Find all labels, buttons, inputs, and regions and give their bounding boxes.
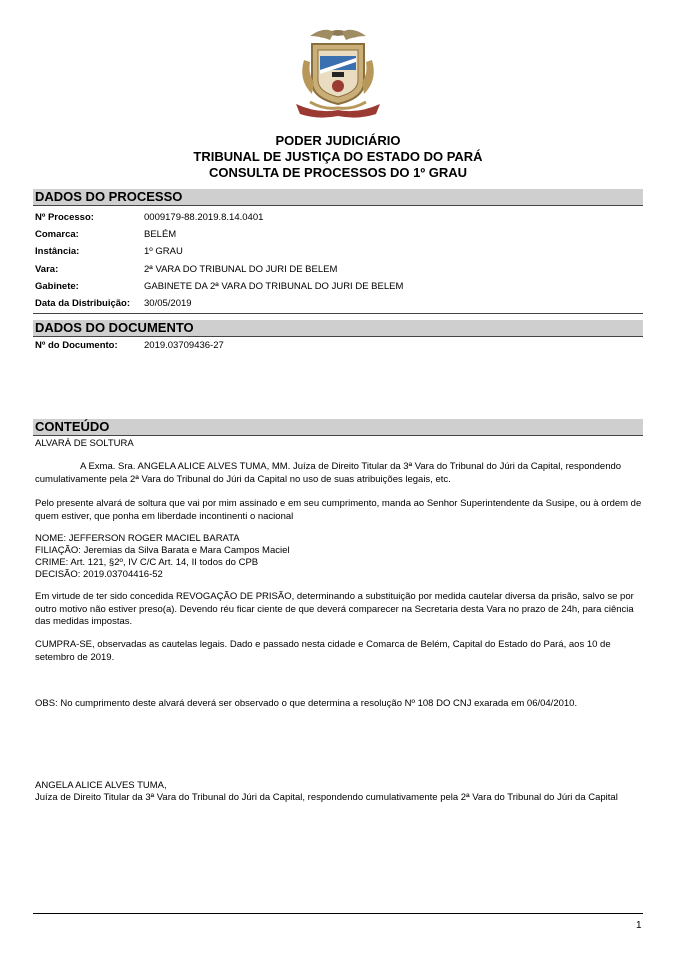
field-label-numero: Nº Processo: xyxy=(35,212,94,223)
field-label-vara: Vara: xyxy=(35,264,59,275)
field-value-instancia: 1º GRAU xyxy=(144,246,183,257)
paragraph-intro: A Exma. Sra. ANGELA ALICE ALVES TUMA, MM. Juíza de Direito Titular da 3ª Vara do Tribunal do Júri da Capital, respondendo cumulativamente pela 2ª Vara do Tribunal do Júri da Capital no uso de suas atribuições legais, etc. xyxy=(35,461,622,485)
section-divider xyxy=(33,313,643,314)
paragraph-cumpra-se: CUMPRA-SE, observadas as cautelas legais. Dado e passado nesta cidade e Comarca de Belém, Capital do Estado do Pará, aos 10 de setembro de 2019. xyxy=(35,639,611,663)
paragraph-revogacao: Em virtude de ter sido concedida REVOGAÇÃO DE PRISÃO, determinando a substituição por medida cautelar diversa da prisão, salvo se por outro motivo não estiver preso(a). Devendo réu ficar ciente de que deverá comparecer na Secretaria desta Vara no prazo de 24h, para ciência das medidas impostas. xyxy=(35,591,634,627)
field-crime: CRIME: Art. 121, §2º, IV C/C Art. 14, II todos do CPB xyxy=(35,557,259,568)
header-line-2: TRIBUNAL DE JUSTIÇA DO ESTADO DO PARÁ xyxy=(193,149,483,164)
section-conteudo-title: CONTEÚDO xyxy=(33,419,643,435)
signature-name: ANGELA ALICE ALVES TUMA, xyxy=(35,780,167,791)
paragraph-obs: OBS: No cumprimento deste alvará deverá ser observado o que determina a resolução Nº 108 DO CNJ exarada em 06/04/2010. xyxy=(35,698,578,709)
section-processo-title: DADOS DO PROCESSO xyxy=(33,189,643,205)
field-label-instancia: Instância: xyxy=(35,246,80,257)
paragraph-order: Pelo presente alvará de soltura que vai por mim assinado e em seu cumprimento, manda ao Senhor Superintendente da Susipe, ou à ordem de quem estiver, que ponha em liberdade incontinenti o nacional xyxy=(35,498,642,522)
section-divider xyxy=(33,205,643,206)
section-documento-title: DADOS DO DOCUMENTO xyxy=(33,320,643,336)
document-header xyxy=(0,133,676,181)
field-nome: NOME: JEFFERSON ROGER MACIEL BARATA xyxy=(35,533,240,544)
coat-of-arms-icon xyxy=(290,20,386,120)
page-number: 1 xyxy=(636,920,642,931)
field-filiacao: FILIAÇÃO: Jeremias da Silva Barata e Mara Campos Maciel xyxy=(35,545,290,556)
document-heading: ALVARÁ DE SOLTURA xyxy=(35,438,134,449)
field-value-comarca: BELÉM xyxy=(144,229,177,240)
field-value-numero-documento: 2019.03709436-27 xyxy=(144,340,224,351)
field-value-vara: 2ª VARA DO TRIBUNAL DO JURI DE BELEM xyxy=(144,264,338,275)
header-line-3: CONSULTA DE PROCESSOS DO 1º GRAU xyxy=(208,165,468,180)
field-label-gabinete: Gabinete: xyxy=(35,281,79,292)
section-divider xyxy=(33,336,643,337)
section-divider xyxy=(33,435,643,436)
field-value-data-distribuicao: 30/05/2019 xyxy=(144,298,192,309)
field-value-gabinete: GABINETE DA 2ª VARA DO TRIBUNAL DO JURI DE BELEM xyxy=(144,281,404,292)
footer-divider xyxy=(33,913,643,914)
header-line-1: PODER JUDICIÁRIO xyxy=(275,133,401,148)
signature-role: Juíza de Direito Titular da 3ª Vara do Tribunal do Júri da Capital, respondendo cumulativamente pela 2ª Vara do Tribunal do Júri da Capital xyxy=(35,792,618,803)
field-label-data-distribuicao: Data da Distribuição: xyxy=(35,298,131,309)
field-decisao: DECISÃO: 2019.03704416-52 xyxy=(35,569,163,580)
field-label-comarca: Comarca: xyxy=(35,229,79,240)
field-label-numero-documento: Nº do Documento: xyxy=(35,340,118,351)
field-value-numero: 0009179-88.2019.8.14.0401 xyxy=(144,212,264,223)
